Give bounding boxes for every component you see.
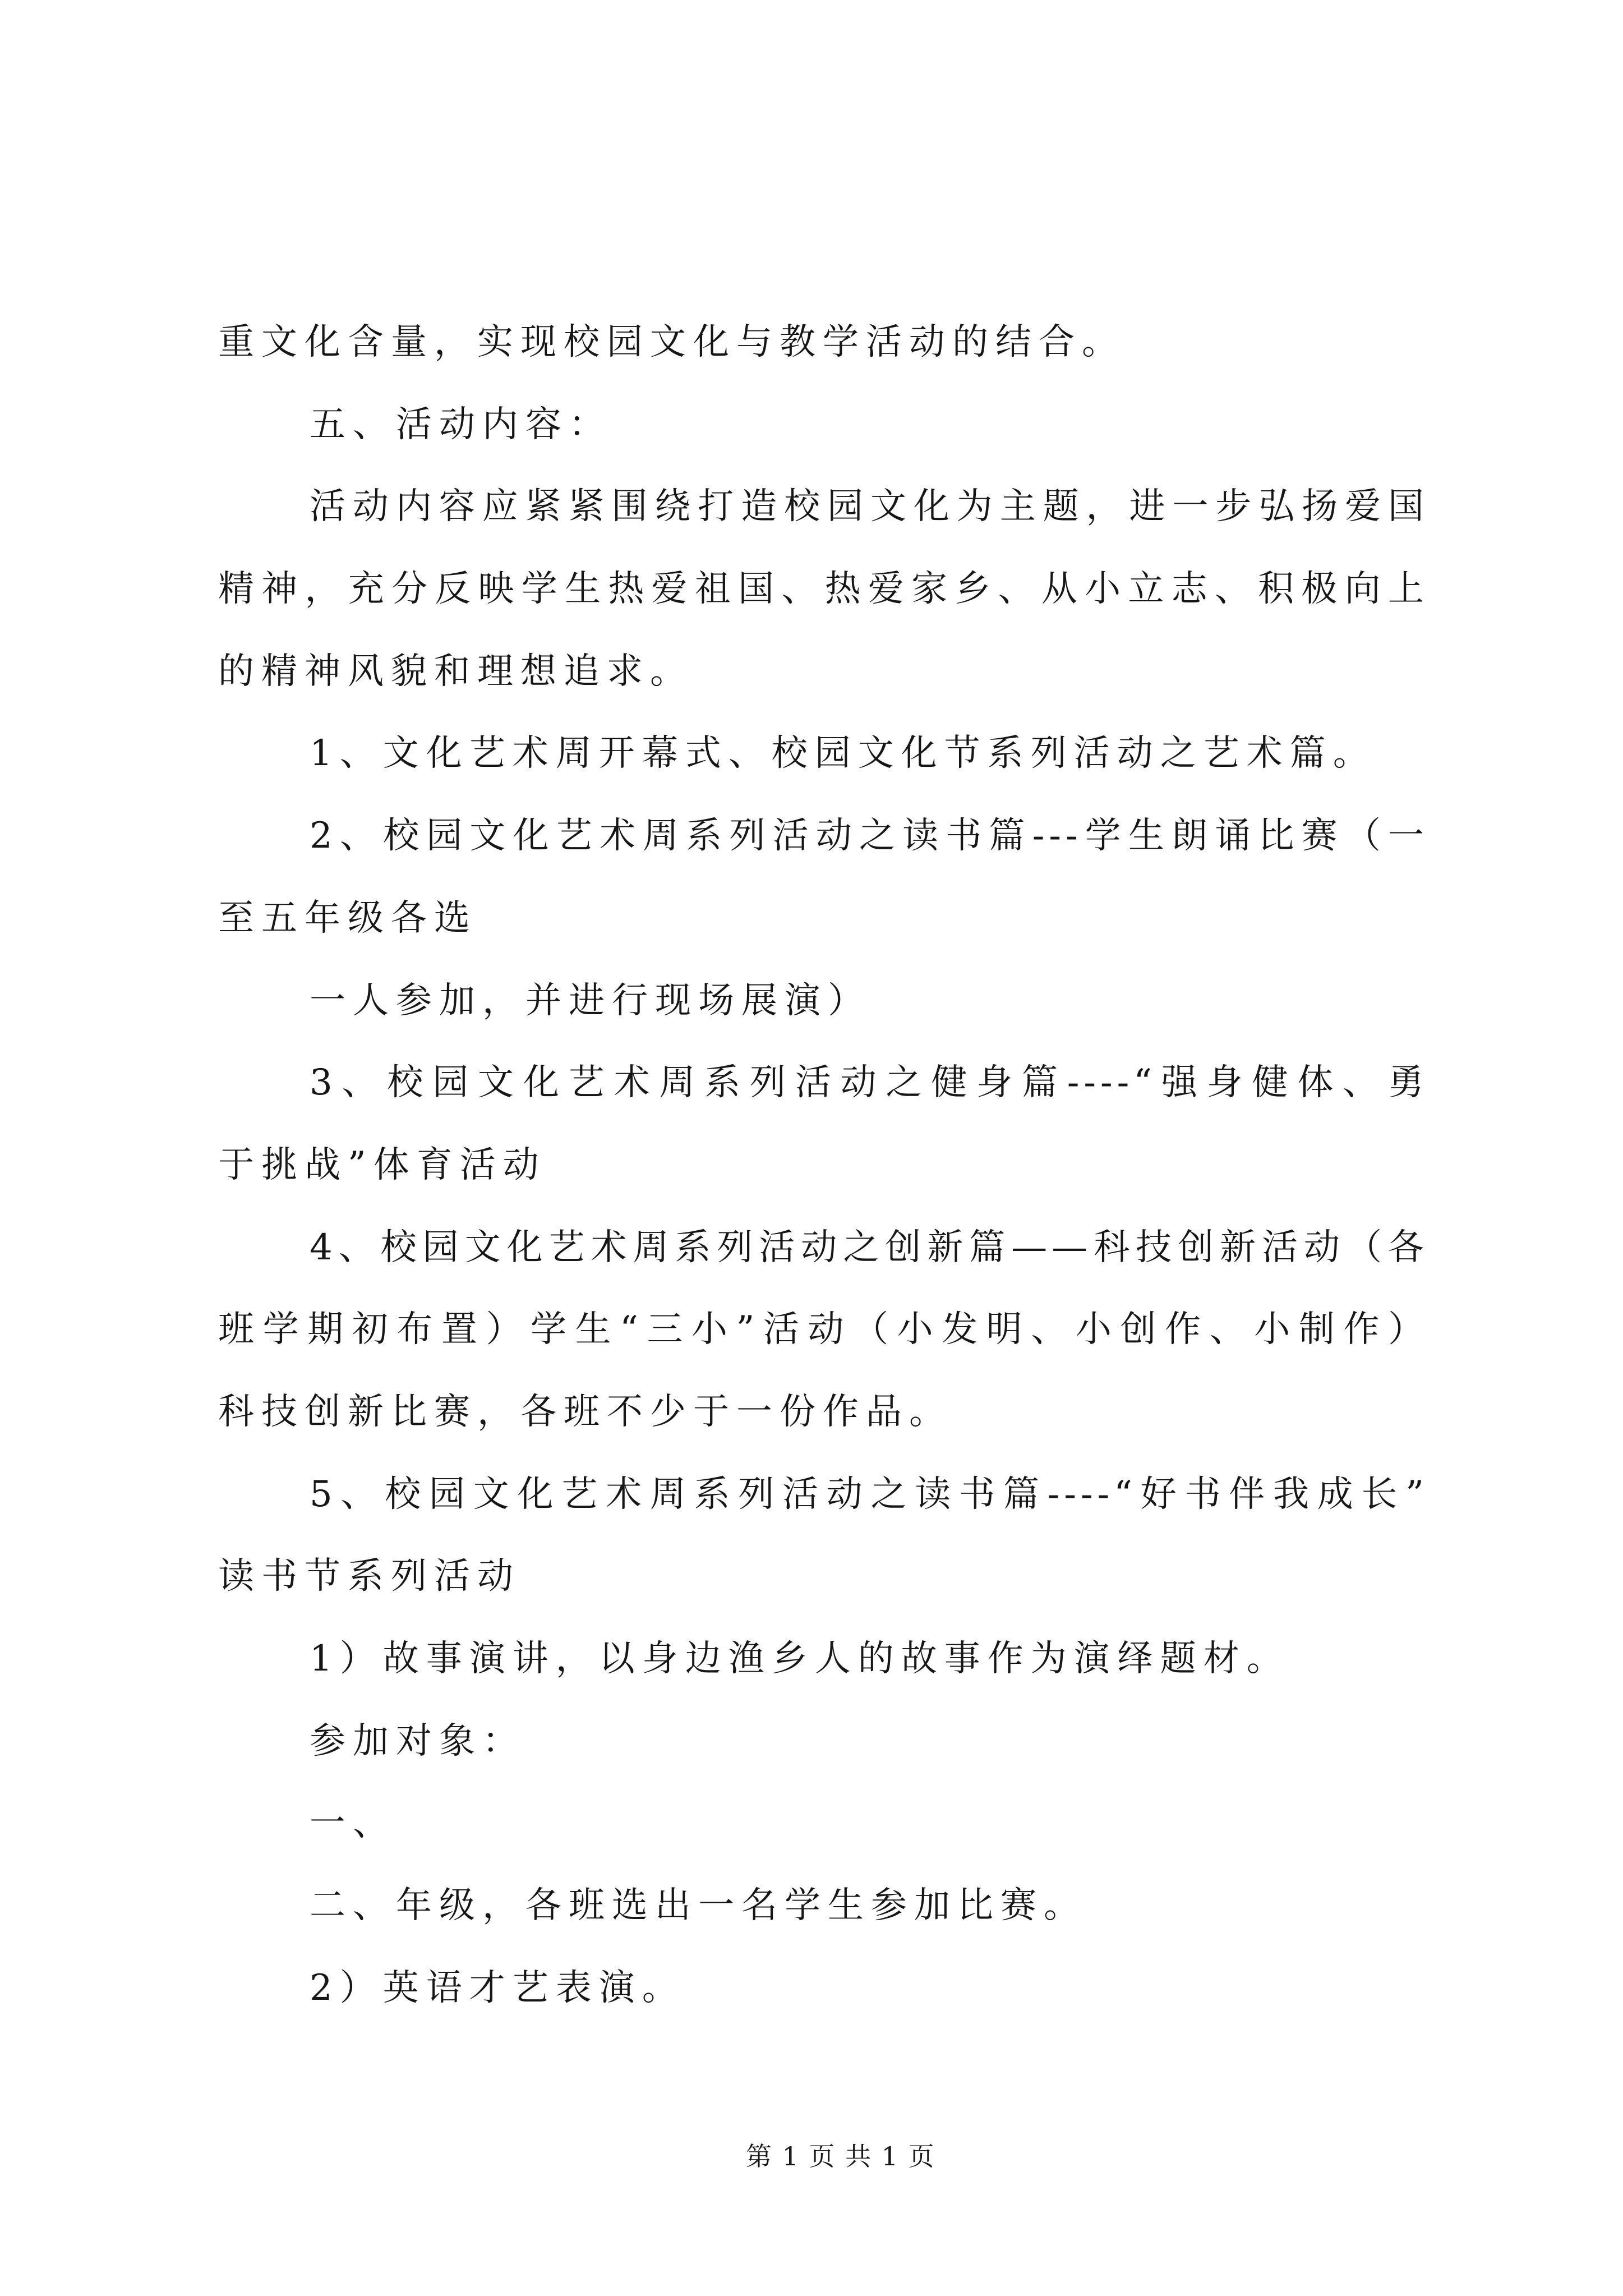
body-line: 于挑战”体育活动 <box>218 1144 546 1186</box>
section-heading-activity-content: 五、活动内容： <box>310 403 612 445</box>
body-line: 二、年级，各班选出一名学生参加比赛。 <box>310 1885 1087 1927</box>
body-line: 重文化含量，实现校园文化与教学活动的结合。 <box>218 321 1125 363</box>
body-line: 一人参加，并进行现场展演） <box>310 979 871 1022</box>
body-line: 科技创新比赛，各班不少于一份作品。 <box>218 1391 952 1433</box>
list-item-2: 2、校园文化艺术周系列活动之读书篇---学生朗诵比赛（一 <box>310 815 1428 857</box>
document-body <box>218 301 1428 2029</box>
body-line: 一、 <box>310 1802 396 1844</box>
list-item-3: 3、校园文化艺术周系列活动之健身篇----“强身健体、勇 <box>310 1062 1428 1104</box>
body-line: 精神，充分反映学生热爱祖国、热爱家乡、从小立志、积极向上 <box>218 568 1428 610</box>
sub-item-1: 1）故事演讲，以身边渔乡人的故事作为演绎题材。 <box>310 1638 1290 1680</box>
body-line: 活动内容应紧紧围绕打造校园文化为主题，进一步弘扬爱国 <box>310 486 1428 528</box>
list-item-1: 1、文化艺术周开幕式、校园文化节系列活动之艺术篇。 <box>310 733 1376 775</box>
body-line: 读书节系列活动 <box>218 1556 520 1598</box>
body-line: 的精神风貌和理想追求。 <box>218 650 693 692</box>
participants-label: 参加对象： <box>310 1720 525 1762</box>
body-line: 至五年级各选 <box>218 897 477 939</box>
list-item-4: 4、校园文化艺术周系列活动之创新篇——科技创新活动（各 <box>310 1226 1428 1268</box>
sub-item-2: 2）英语才艺表演。 <box>310 1967 685 2009</box>
list-item-5: 5、校园文化艺术周系列活动之读书篇----“好书伴我成长” <box>310 1473 1428 1515</box>
page-number-footer: 第 1 页 共 1 页 <box>746 2141 935 2171</box>
body-line: 班学期初布置）学生“三小”活动（小发明、小创作、小制作） <box>218 1309 1428 1351</box>
